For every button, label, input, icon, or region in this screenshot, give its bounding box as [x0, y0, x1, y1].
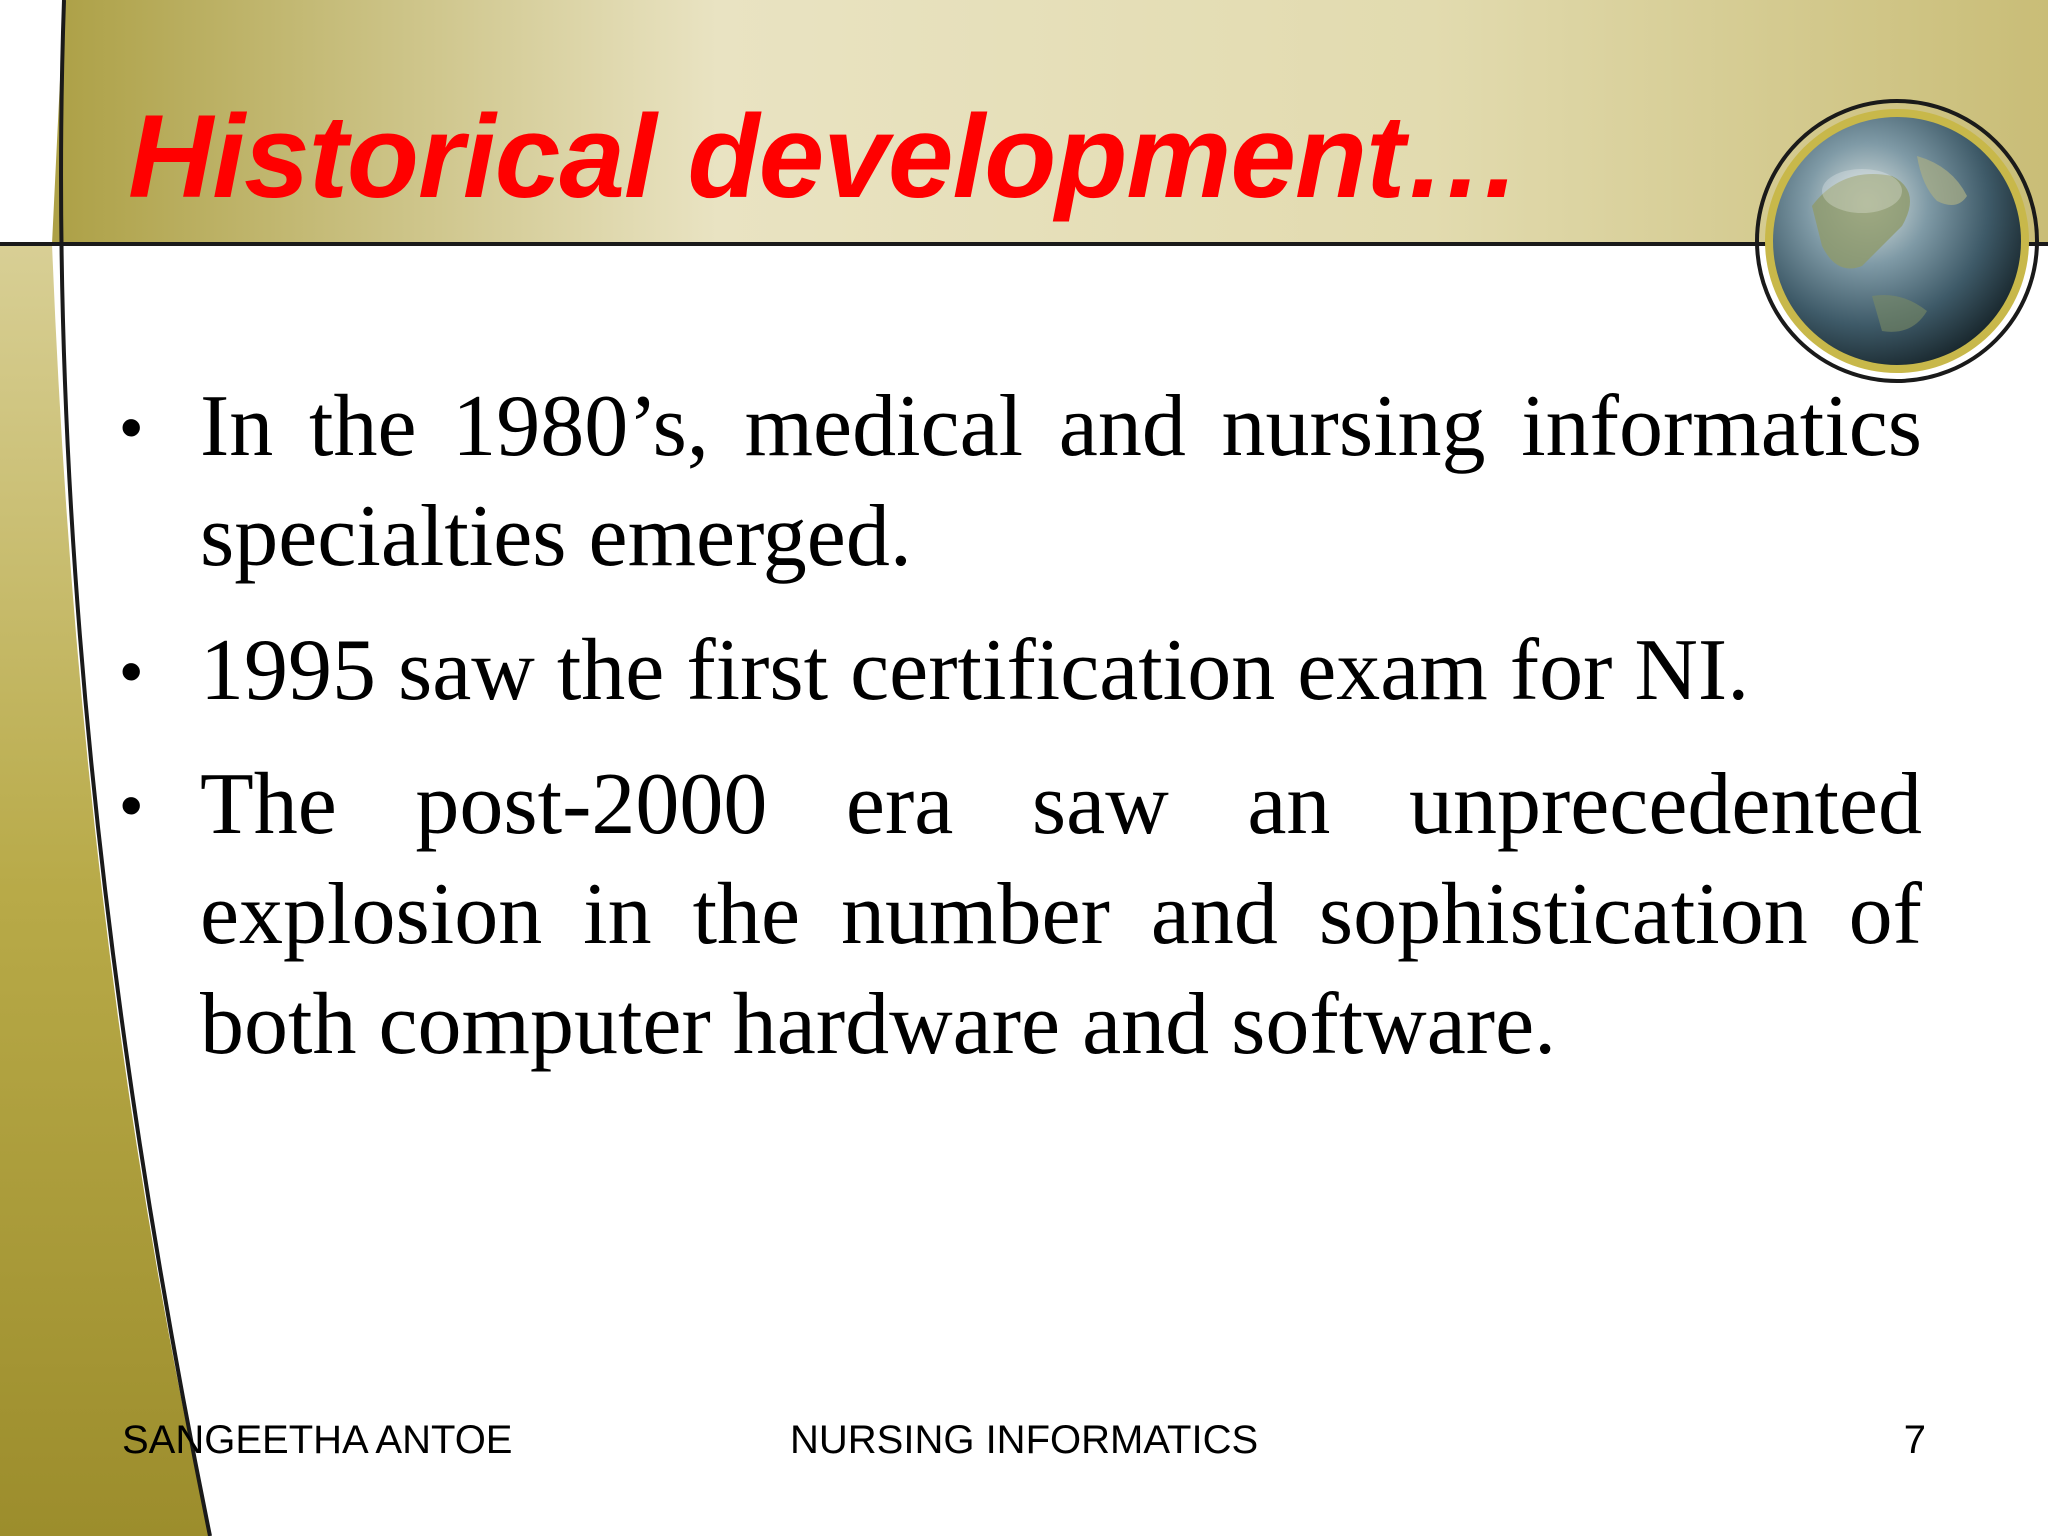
list-item [120, 616, 1922, 726]
globe-icon [1752, 96, 2042, 386]
footer-author: SANGEETHA ANTOE [122, 1418, 513, 1462]
list-item [120, 750, 1922, 1080]
bullet-text: In the 1980’s, medical and nursing informatics specialties emerged. [200, 378, 1922, 585]
bullet-list [120, 372, 1922, 1104]
bullet-marker: • [120, 391, 143, 463]
bullet-text: 1995 saw the first certification exam for NI. [200, 622, 1750, 719]
list-item [120, 372, 1922, 592]
slide-title: Historical development… [128, 91, 1522, 223]
footer-subject: NURSING INFORMATICS [790, 1418, 1259, 1462]
bullet-marker: • [120, 769, 143, 841]
footer-page-number: 7 [1903, 1418, 1926, 1462]
bullet-marker: • [120, 635, 143, 707]
bullet-text: The post-2000 era saw an unprecedented explosion in the number and sophistication of both computer hardware and software. [200, 756, 1922, 1073]
